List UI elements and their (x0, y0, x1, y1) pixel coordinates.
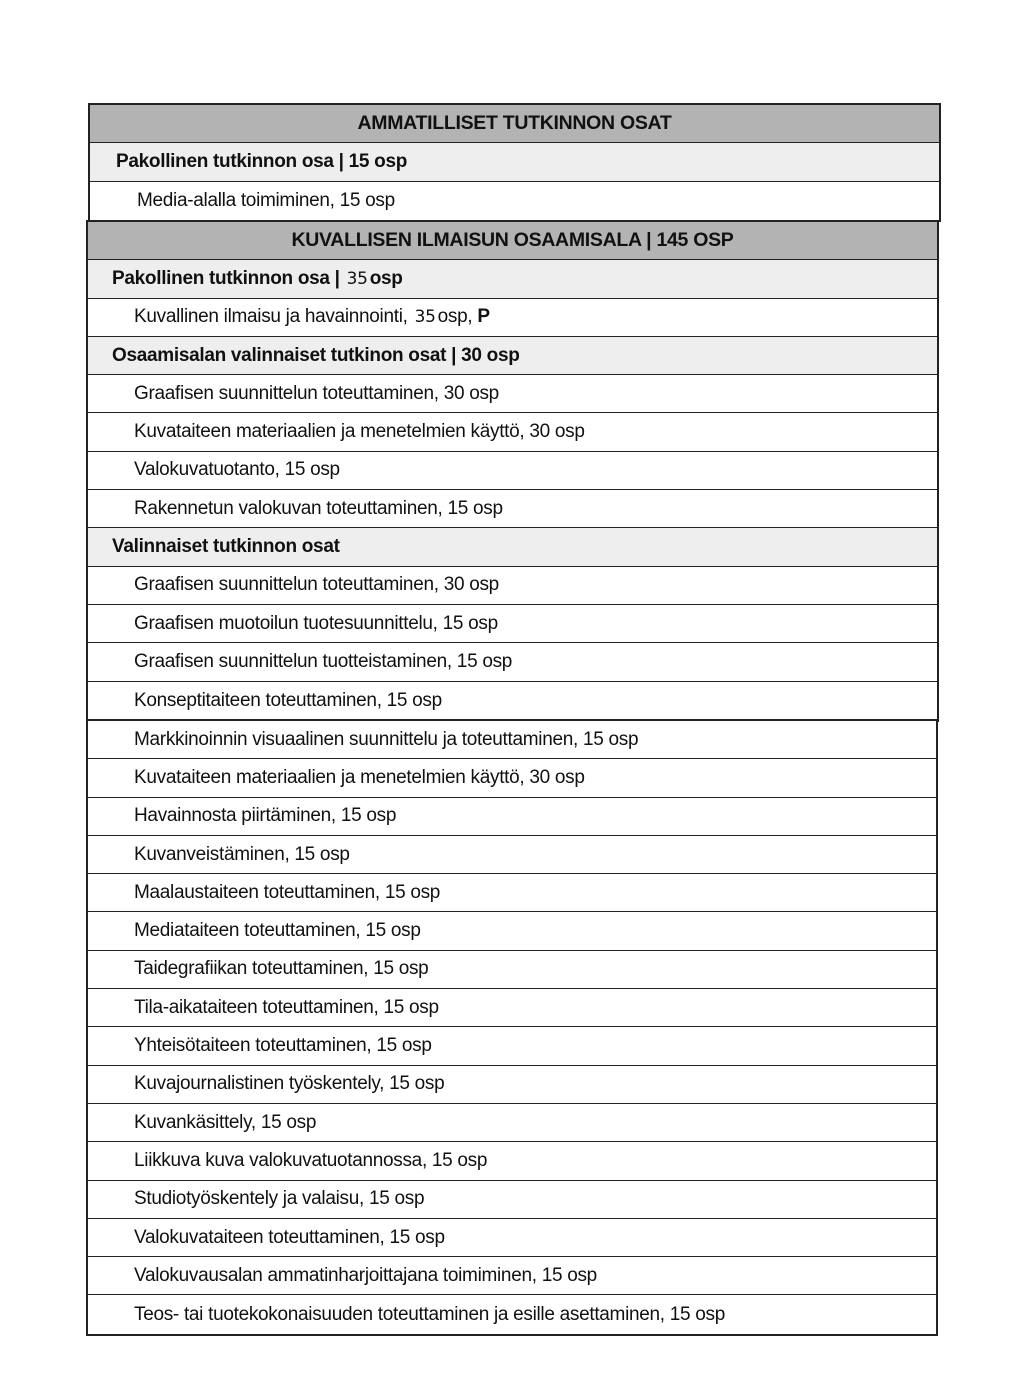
mandatory-unit-heading: Pakollinen tutkinnon osa | 15 osp (90, 143, 939, 181)
table-row (88, 299, 937, 337)
table-row: Maalaustaiteen toteuttaminen, 15 osp (88, 874, 936, 912)
table-row: Konseptitaiteen toteuttaminen, 15 osp (134, 689, 442, 711)
table-row: Valokuvataiteen toteuttaminen, 15 osp (88, 1219, 936, 1257)
table-row: Markkinoinnin visuaalinen suunnittelu ja toteuttaminen, 15 osp (88, 721, 936, 759)
heading-unit: osp (369, 267, 403, 289)
elective-units-continued-table (86, 719, 938, 1336)
section-header: AMMATILLISET TUTKINNON OSAT (90, 105, 939, 143)
optional-units-heading: Osaamisalan valinnaiset tutkinon osat | 30 osp (88, 337, 937, 375)
table-row: Media-alalla toimiminen, 15 osp (137, 189, 395, 211)
competence-area-table (86, 220, 939, 722)
elective-units-heading: Valinnaiset tutkinnon osat (88, 528, 937, 566)
item-flag: P (477, 306, 490, 328)
item-number: 35 (414, 307, 436, 328)
table-row: Havainnosta piirtäminen, 15 osp (88, 798, 936, 836)
mandatory-unit-heading (88, 260, 937, 298)
table-row: Rakennetun valokuvan toteuttaminen, 15 osp (88, 490, 937, 528)
heading-number: 35 (346, 268, 368, 289)
table-row: Valokuvatuotanto, 15 osp (88, 452, 937, 490)
table-row: Teos- tai tuotekokonaisuuden toteuttaminen ja esille asettaminen, 15 osp (134, 1303, 726, 1325)
table-row: Mediataiteen toteuttaminen, 15 osp (88, 912, 936, 950)
item-text: Kuvallinen ilmaisu ja havainnointi, (134, 306, 413, 328)
table-row: Tila-aikataiteen toteuttaminen, 15 osp (88, 989, 936, 1027)
table-row: Kuvataiteen materiaalien ja menetelmien käyttö, 30 osp (88, 413, 937, 451)
section-header: KUVALLISEN ILMAISUN OSAAMISALA | 145 OSP (88, 222, 937, 260)
table-row: Graafisen suunnittelun toteuttaminen, 30 osp (88, 567, 937, 605)
table-row: Kuvajournalistinen työskentely, 15 osp (88, 1066, 936, 1104)
table-row: Kuvanveistäminen, 15 osp (88, 836, 936, 874)
table-row: Yhteisötaiteen toteuttaminen, 15 osp (88, 1027, 936, 1065)
table-row: Graafisen muotoilun tuotesuunnittelu, 15 osp (88, 605, 937, 643)
table-row: Graafisen suunnittelun toteuttaminen, 30 osp (88, 375, 937, 413)
table-row: Valokuvausalan ammatinharjoittajana toimiminen, 15 osp (88, 1257, 936, 1295)
table-row: Studiotyöskentely ja valaisu, 15 osp (88, 1181, 936, 1219)
table-row: Kuvataiteen materiaalien ja menetelmien käyttö, 30 osp (88, 759, 936, 797)
table-row: Graafisen suunnittelun tuotteistaminen, 15 osp (88, 643, 937, 681)
professional-units-table (88, 103, 941, 222)
item-unit: osp, (437, 306, 478, 328)
table-row: Liikkuva kuva valokuvatuotannossa, 15 osp (88, 1142, 936, 1180)
heading-text: Pakollinen tutkinnon osa | (112, 267, 345, 289)
table-row: Kuvankäsittely, 15 osp (88, 1104, 936, 1142)
table-row: Taidegrafiikan toteuttaminen, 15 osp (88, 951, 936, 989)
